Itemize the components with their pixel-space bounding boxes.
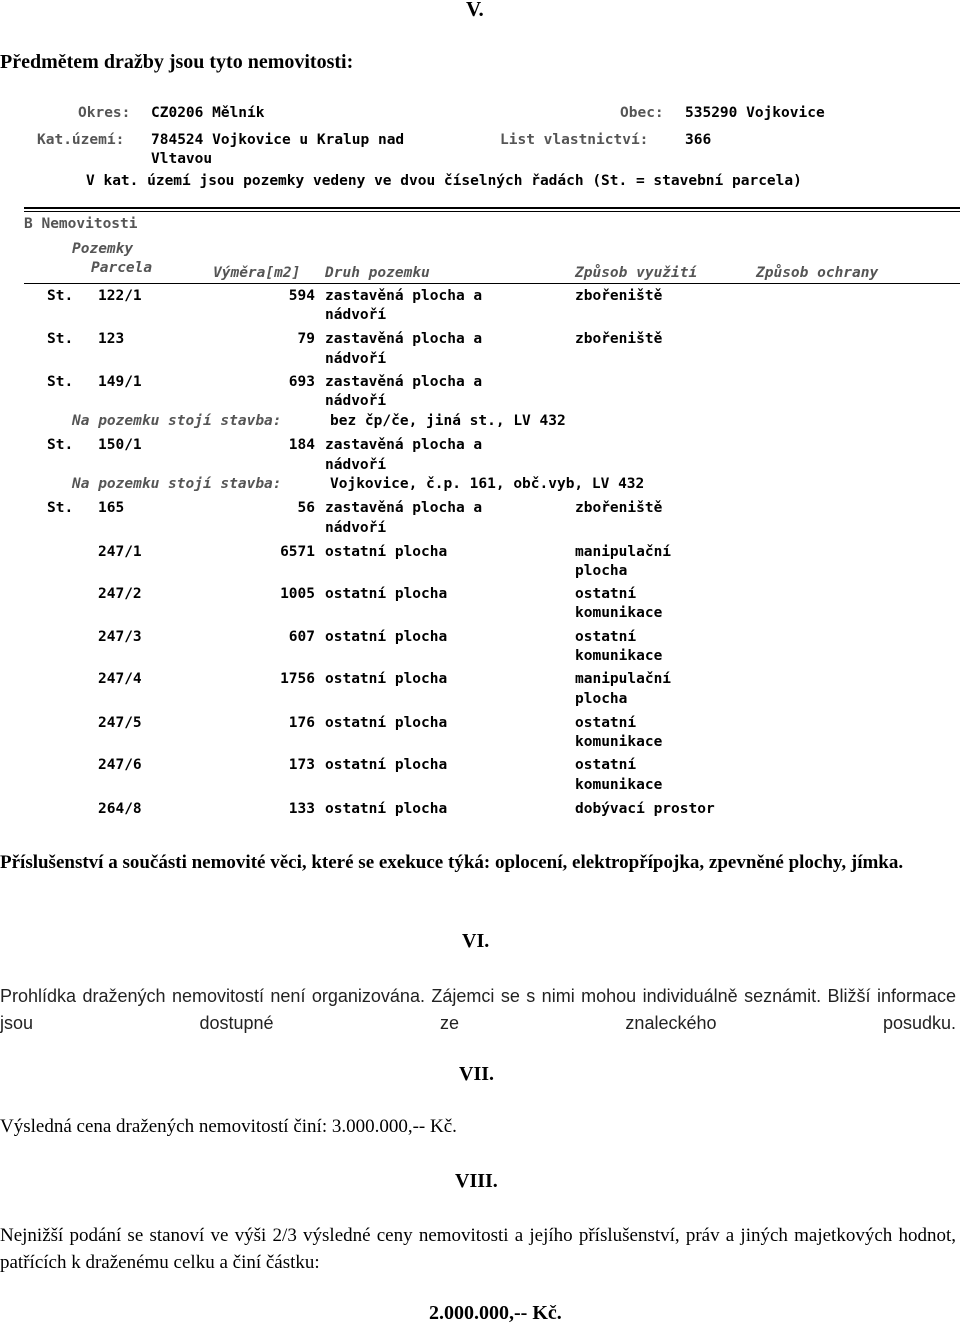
col-parcela: Parcela <box>91 260 153 276</box>
row-prefix: St. <box>47 374 74 390</box>
section-vi-heading: VI. <box>462 930 490 952</box>
row-area: 1005 <box>280 586 315 602</box>
row-prefix: St. <box>47 331 74 347</box>
row-vyuziti-cont: komunikace <box>575 648 663 664</box>
kat-label: Kat.území: <box>37 132 125 148</box>
kat-note: V kat. území jsou pozemky vedeny ve dvou číselných řadách (St. = stavební parcela) <box>86 173 802 189</box>
lv-value: 366 <box>685 132 712 148</box>
row-parcel: 247/3 <box>98 629 142 645</box>
row-area: 133 <box>288 801 315 817</box>
row-vyuziti: zbořeniště <box>575 331 663 347</box>
row-vyuziti: manipulační <box>575 544 672 560</box>
row-parcel: 149/1 <box>98 374 142 390</box>
row-druh: zastavěná plocha a <box>325 288 483 304</box>
row-parcel: 264/8 <box>98 801 142 817</box>
row-vyuziti: ostatní <box>575 629 637 645</box>
okres-label: Okres: <box>78 105 131 121</box>
row-area: 176 <box>288 715 315 731</box>
col-zpusob-vyuziti: Způsob využití <box>575 265 698 281</box>
viii-text: Nejnižší podání se stanoví ve výši 2/3 výsledné ceny nemovitosti a jejího příslušenství, práv a jiných majetkových hodnot, patřících k draženému celku a činí částku: <box>0 1225 956 1273</box>
row-vyuziti: manipulační <box>575 671 672 687</box>
row-area: 6571 <box>280 544 315 560</box>
kat-value-2: Vltavou <box>151 151 213 167</box>
section-vii-heading: VII. <box>459 1063 495 1085</box>
lowest-bid-amount: 2.000.000,-- Kč. <box>429 1302 562 1324</box>
row-parcel: 247/5 <box>98 715 142 731</box>
row-area: 1756 <box>280 671 315 687</box>
row-druh: ostatní plocha <box>325 629 448 645</box>
col-vymera: Výměra[m2] <box>213 265 301 281</box>
row-druh: zastavěná plocha a <box>325 331 483 347</box>
section-v-heading: V. <box>466 0 484 21</box>
kat-value-1: 784524 Vojkovice u Kralup nad <box>151 132 405 148</box>
row-vyuziti: ostatní <box>575 757 637 773</box>
row-druh-cont: nádvoří <box>325 307 387 323</box>
double-rule-bottom <box>24 211 960 212</box>
pozemky-label: Pozemky <box>72 241 134 257</box>
row-area: 693 <box>288 374 315 390</box>
obec-value: 535290 Vojkovice <box>685 105 825 121</box>
row-parcel: 247/4 <box>98 671 142 687</box>
row-vyuziti: ostatní <box>575 715 637 731</box>
obec-label: Obec: <box>620 105 664 121</box>
row-parcel: 165 <box>98 500 125 516</box>
row-druh-cont: nádvoří <box>325 393 387 409</box>
row-vyuziti: ostatní <box>575 586 637 602</box>
row-druh-cont: nádvoří <box>325 520 387 536</box>
vi-text: Prohlídka dražených nemovitostí není organizována. Zájemci se s nimi mohou individuálně seznámit. Bližší informace jsou dostupné ze znaleckého posudku. <box>0 986 956 1033</box>
stavba-label: Na pozemku stojí stavba: <box>72 476 282 492</box>
row-druh: ostatní plocha <box>325 715 448 731</box>
row-druh: ostatní plocha <box>325 757 448 773</box>
row-parcel: 247/2 <box>98 586 142 602</box>
stavba-value: Vojkovice, č.p. 161, obč.vyb, LV 432 <box>330 476 645 492</box>
row-parcel: 123 <box>98 331 125 347</box>
row-vyuziti: dobývací prostor <box>575 801 715 817</box>
row-druh: ostatní plocha <box>325 544 448 560</box>
col-zpusob-ochrany: Způsob ochrany <box>756 265 879 281</box>
row-druh: ostatní plocha <box>325 586 448 602</box>
prislusenstvi-text: Příslušenství a součásti nemovité věci, které se exekuce týká: oplocení, elektropřípojka, zpevněné plochy, jímka. <box>0 852 904 873</box>
row-vyuziti-cont: komunikace <box>575 777 663 793</box>
row-druh-cont: nádvoří <box>325 457 387 473</box>
row-vyuziti: zbořeniště <box>575 288 663 304</box>
section-viii-heading: VIII. <box>455 1170 498 1192</box>
row-parcel: 122/1 <box>98 288 142 304</box>
vii-text: Výsledná cena dražených nemovitostí činí: 3.000.000,-- Kč. <box>0 1116 457 1137</box>
row-prefix: St. <box>47 288 74 304</box>
table-header-rule <box>24 283 960 284</box>
row-vyuziti-cont: plocha <box>575 691 628 707</box>
row-prefix: St. <box>47 437 74 453</box>
section-b-label: B Nemovitosti <box>24 216 138 232</box>
row-area: 594 <box>288 288 315 304</box>
row-parcel: 247/1 <box>98 544 142 560</box>
row-vyuziti-cont: komunikace <box>575 605 663 621</box>
row-vyuziti-cont: plocha <box>575 563 628 579</box>
double-rule-top <box>24 207 960 209</box>
row-prefix: St. <box>47 500 74 516</box>
row-druh: zastavěná plocha a <box>325 437 483 453</box>
lv-label: List vlastnictví: <box>500 132 649 148</box>
row-area: 79 <box>297 331 315 347</box>
row-druh: zastavěná plocha a <box>325 500 483 516</box>
col-druh: Druh pozemku <box>325 265 430 281</box>
row-area: 607 <box>288 629 315 645</box>
okres-value: CZ0206 Mělník <box>151 105 265 121</box>
row-area: 173 <box>288 757 315 773</box>
row-druh: zastavěná plocha a <box>325 374 483 390</box>
row-parcel: 247/6 <box>98 757 142 773</box>
row-vyuziti: zbořeniště <box>575 500 663 516</box>
row-druh-cont: nádvoří <box>325 351 387 367</box>
row-area: 184 <box>288 437 315 453</box>
row-vyuziti-cont: komunikace <box>575 734 663 750</box>
intro-text: Předmětem dražby jsou tyto nemovitosti: <box>0 51 354 73</box>
row-area: 56 <box>297 500 315 516</box>
row-druh: ostatní plocha <box>325 801 448 817</box>
stavba-label: Na pozemku stojí stavba: <box>72 413 282 429</box>
row-druh: ostatní plocha <box>325 671 448 687</box>
row-parcel: 150/1 <box>98 437 142 453</box>
stavba-value: bez čp/če, jiná st., LV 432 <box>330 413 566 429</box>
